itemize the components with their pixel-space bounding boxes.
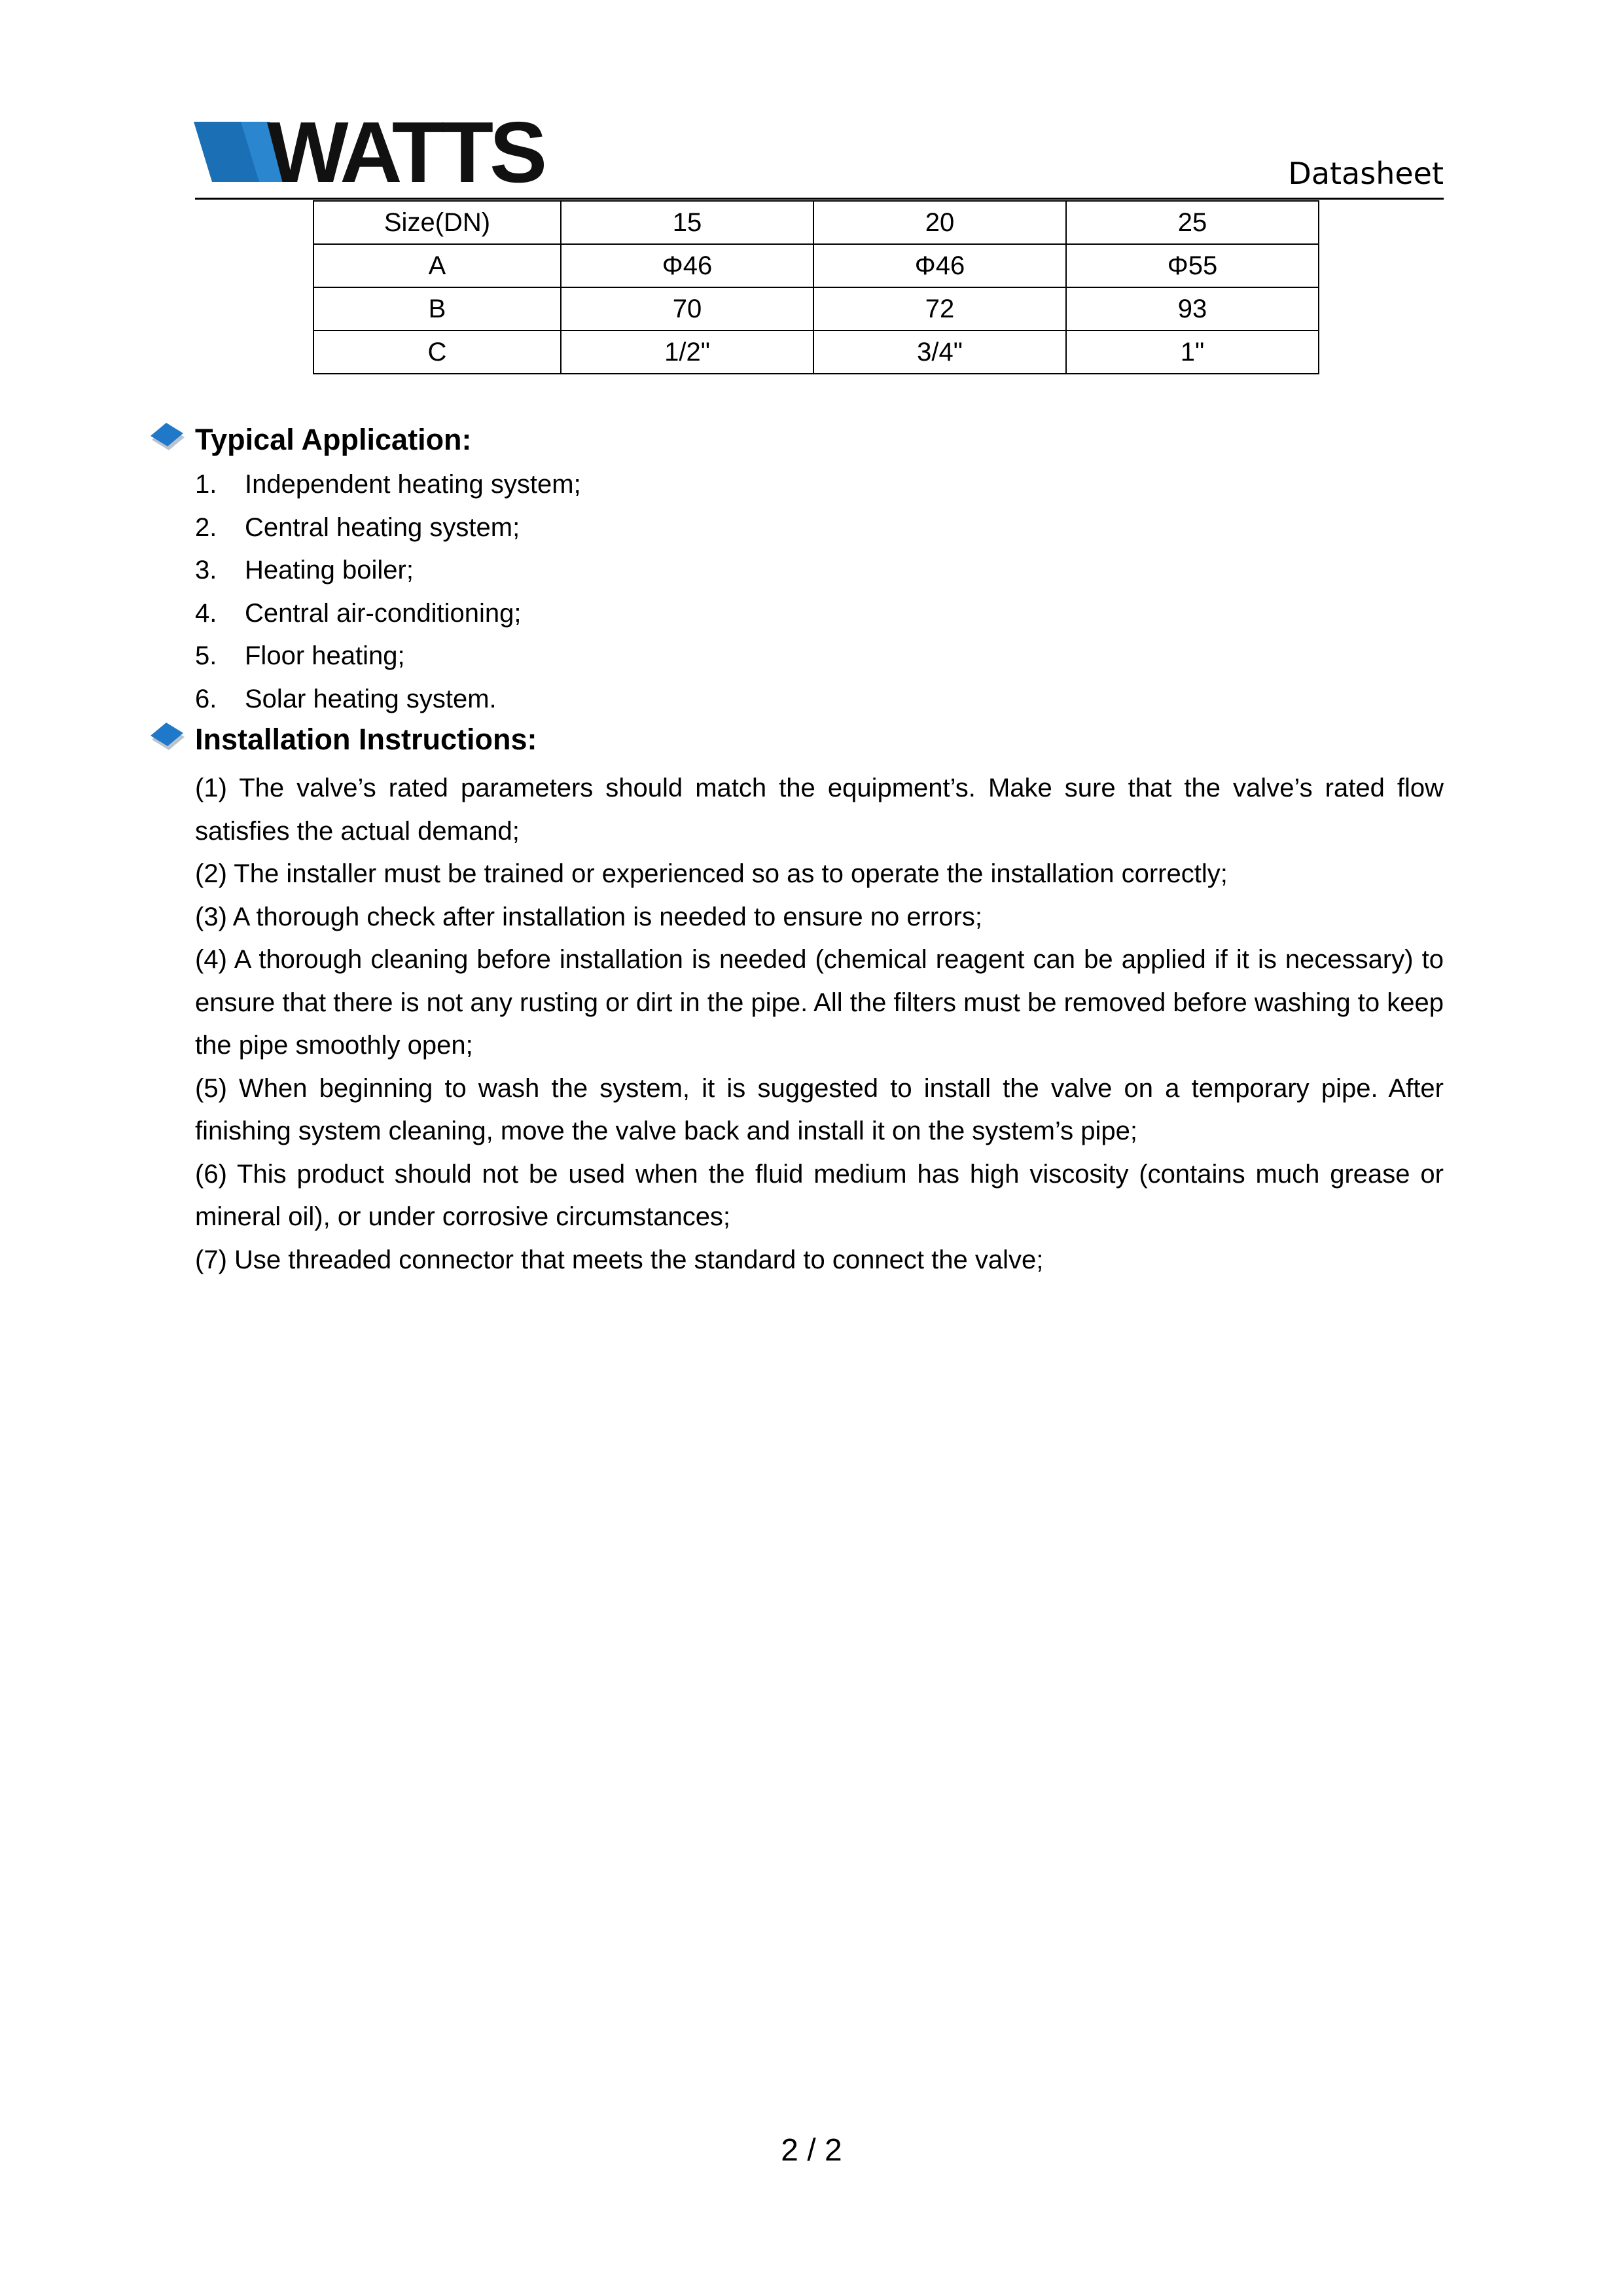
table-cell: 1/2" <box>561 331 813 374</box>
list-item-number: 4. <box>195 598 217 628</box>
table-row <box>313 244 1319 287</box>
list-item <box>195 639 581 682</box>
table-cell: 3/4" <box>813 331 1066 374</box>
table-cell: 70 <box>561 287 813 331</box>
typical-application-list <box>195 467 581 725</box>
table-cell: 20 <box>813 201 1066 244</box>
list-item <box>195 682 581 725</box>
instruction-item: (5) When beginning to wash the system, it is suggested to install the valve on a temporary pipe. After finishing system cleaning, move the valve back and install it on the system’s pipe; <box>195 1073 1444 1145</box>
table-cell: 25 <box>1066 201 1319 244</box>
list-item-number: 3. <box>195 556 217 584</box>
table-cell: 93 <box>1066 287 1319 331</box>
table-cell: C <box>313 331 561 374</box>
logo-text: WATTS <box>267 118 544 186</box>
page-number: 2 / 2 <box>781 2133 842 2168</box>
table-cell: Size(DN) <box>313 201 561 244</box>
list-item <box>195 511 581 554</box>
table-row <box>313 201 1319 244</box>
list-item-text: Solar heating system. <box>245 684 497 713</box>
table-cell: A <box>313 244 561 287</box>
instruction-item: (2) The installer must be trained or experienced so as to operate the installation correctly; <box>195 859 1228 888</box>
list-item <box>195 596 581 639</box>
list-item-number: 5. <box>195 641 217 670</box>
section-bullet-icon <box>148 422 187 456</box>
instruction-item: (6) This product should not be used when the fluid medium has high viscosity (contains much grease or mineral oil), or under corrosive circumstances; <box>195 1159 1444 1231</box>
table-row <box>313 287 1319 331</box>
table-cell: 1" <box>1066 331 1319 374</box>
instruction-item: (3) A thorough check after installation is needed to ensure no errors; <box>195 902 982 931</box>
instruction-item: (1) The valve’s rated parameters should match the equipment’s. Make sure that the valve’s rated flow satisfies the actual demand; <box>195 774 1444 846</box>
table-row <box>313 331 1319 374</box>
table-cell: 15 <box>561 201 813 244</box>
list-item-text: Floor heating; <box>245 641 405 670</box>
section-bullet-icon <box>148 721 187 755</box>
table-cell: B <box>313 287 561 331</box>
list-item-number: 6. <box>195 684 217 713</box>
instruction-item: (4) A thorough cleaning before installation is needed (chemical reagent can be applied if it is necessary) to ensure that there is not any rusting or dirt in the pipe. All the filters must be removed before washing to keep the pipe smoothly open; <box>195 945 1444 1060</box>
list-item <box>195 467 581 511</box>
table-cell: 72 <box>813 287 1066 331</box>
doc-type-label: Datasheet <box>1288 156 1444 191</box>
instruction-item: (7) Use threaded connector that meets the standard to connect the valve; <box>195 1245 1044 1274</box>
table-cell: Φ55 <box>1066 244 1319 287</box>
typical-application-title: Typical Application: <box>195 423 472 456</box>
table-cell: Φ46 <box>561 244 813 287</box>
installation-instructions-list <box>195 767 1444 1282</box>
table-cell: Φ46 <box>813 244 1066 287</box>
list-item-text: Heating boiler; <box>245 556 414 584</box>
list-item <box>195 553 581 596</box>
list-item-number: 2. <box>195 512 217 542</box>
list-item-text: Central air-conditioning; <box>245 598 522 628</box>
installation-instructions-title: Installation Instructions: <box>195 723 537 756</box>
watts-logo <box>194 118 593 186</box>
dimension-table <box>313 200 1319 374</box>
list-item-text: Central heating system; <box>245 512 520 542</box>
list-item-number: 1. <box>195 470 217 499</box>
header-divider <box>195 198 1444 200</box>
list-item-text: Independent heating system; <box>245 470 581 499</box>
